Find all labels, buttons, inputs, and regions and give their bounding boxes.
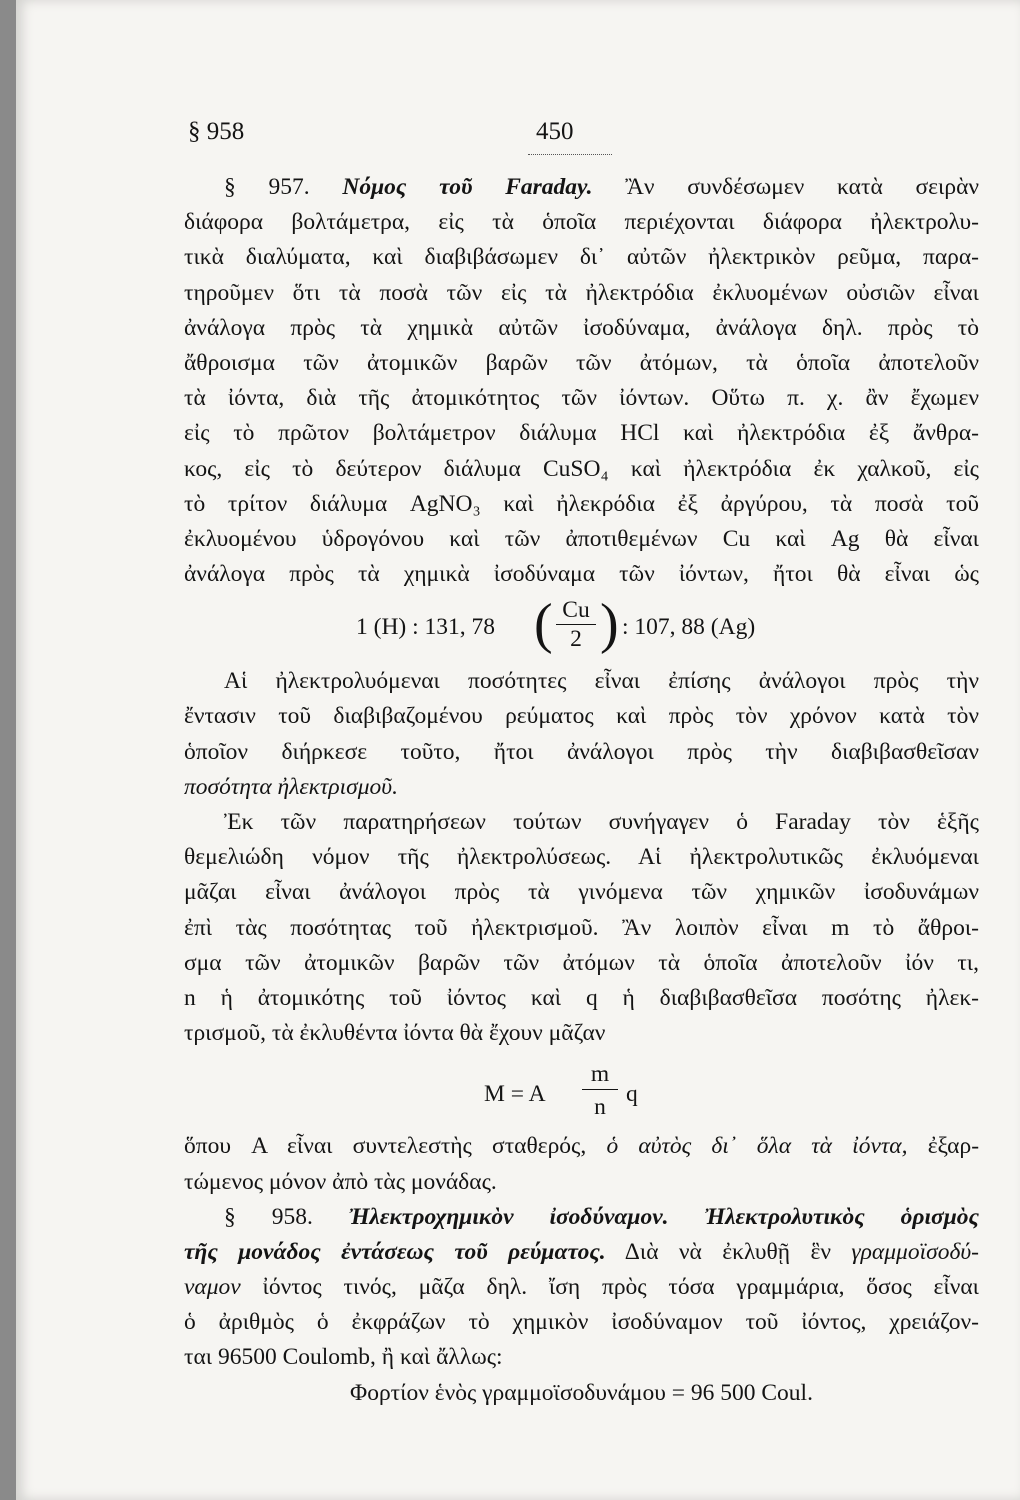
faraday-law-equation [184,1059,979,1125]
text-line: διάφορα βολτάμετρα, εἰς τὰ ὁποῖα περιέχονται διάφορα ἠλεκτρολυ- [184,209,979,236]
equation-right-term: : 107, 88 (Ag) [622,614,756,641]
text-line: Ἐκ τῶν παρατηρήσεων τούτων συνήγαγεν ὁ Faraday τὸν ἑξῆς [224,809,979,835]
close-paren: ) [600,593,619,656]
section-958-number: § 958. [224,1203,313,1230]
italic-fragment: ὁ αὐτὸς δι᾿ ὅλα τὰ ἰόντα, [606,1133,908,1160]
equation-lhs: M = A [484,1081,546,1108]
section-957-title: Νόμος τοῦ Faraday. [342,174,593,200]
text-line: ἐκλυομένου ὑδρογόνου καὶ τῶν ἀποτιθεμένων Cu καὶ Ag θὰ εἶναι [184,525,979,552]
open-paren: ( [534,593,553,656]
text-line [184,1270,979,1305]
text-line: τηροῦμεν ὅτι τὰ ποσὰ τῶν εἰς τὰ ἠλεκτρόδια ἐκλυομένων οὐσιῶν εἶναι [184,279,979,306]
text-line [184,1235,979,1270]
text-line: τὰ ἰόντα, διὰ τῆς ἀτομικότητος τῶν ἰόντων. Οὕτω π. χ. ἂν ἔχωμεν [184,385,979,412]
text-line: ἔντασιν τοῦ διαβιβαζομένου ρεύματος καὶ πρὸς τὸν χρόνον κατὰ τὸν [184,703,979,730]
text-line: σμα τῶν ἀτομικῶν βαρῶν τῶν ἀτόμων τὰ ὁποῖα ἀποτελοῦν ἰόν τι, [184,949,979,976]
italic-term-line: ποσότητα ἠλεκτρισμοῦ. [184,773,398,800]
page-number: 450 [536,118,574,145]
fraction-denominator: n [594,1094,606,1121]
text-fragment: ἐξαρ- [927,1133,980,1160]
page-header [188,118,978,152]
book-page [16,0,1020,1500]
cu-fraction [556,596,596,653]
text-fragment: ἰόντος τινός, μᾶζα δηλ. ἴση πρὸς τόσα γραμμάρια, ὅσος εἶναι [262,1274,979,1301]
text-line: τὸ τρίτον διάλυμα AgNO₃ καὶ ἠλεκρόδια ἐξ ἀργύρου, τὰ ποσὰ τοῦ [184,490,979,517]
equation-rhs: q [626,1081,638,1108]
final-equation: Φορτίον ἑνὸς γραμμοϊσοδυνάμου = 96 500 Coul. [350,1379,813,1406]
section-958-heading-line [184,1200,979,1235]
fraction-numerator: Cu [556,596,596,625]
section-957-heading-line [184,170,979,205]
text-line: τρισμοῦ, τὰ ἐκλυθέντα ἰόντα θὰ ἔχουν μᾶζαν [184,1020,606,1047]
section-957-number: § 957. [224,174,310,200]
text-line: ἀνάλογα πρὸς τὰ χημικὰ αὐτῶν ἰσοδύναμα, ἀνάλογα δηλ. πρὸς τὸ [184,314,979,341]
italic-fragment: ναμον [184,1274,241,1301]
section-958-title: Ἠλεκτροχημικὸν ἰσοδύναμον. Ἠλεκτρολυτικὸς ὁρισμὸς [348,1203,979,1230]
page-number-underline [528,148,612,155]
section-958-title-cont: τῆς μονάδος ἐντάσεως τοῦ ρεύματος. [184,1238,606,1265]
text-line [184,1129,979,1164]
text-line: θεμελιώδη νόμον τῆς ἠλεκτρολύσεως. Αἱ ἠλεκτρολυτικῶς ἐκλυόμεναι [184,844,979,871]
text-line: ἐπὶ τὰς ποσότητας τοῦ ἠλεκτρισμοῦ. Ἂν λοιπὸν εἶναι m τὸ ἄθροι- [184,914,979,941]
text-line: τώμενος μόνον ἀπὸ τὰς μονάδας. [184,1168,497,1195]
italic-fragment: γραμμοϊσοδύ- [851,1238,979,1265]
text-line: ὁποῖον διήρκεσε τοῦτο, ἤτοι ἀνάλογοι πρὸς τὴν διαβιβασθεῖσαν [184,738,979,765]
text-line: μᾶζαι εἶναι ἀνάλογοι πρὸς τὰ γινόμενα τῶν χημικῶν ἰσοδυνάμων [184,879,979,906]
text-line: κος, εἰς τὸ δεύτερον διάλυμα CuSO₄ καὶ ἠλεκτρόδια ἐκ χαλκοῦ, εἰς [184,455,979,482]
text-line: Αἱ ἠλεκτρολυόμεναι ποσότητες εἶναι ἐπίσης ἀνάλογοι πρὸς τὴν [224,668,979,695]
m-over-n-fraction [582,1059,618,1124]
text-line: ἄθροισμα τῶν ἀτομικῶν βαρῶν τῶν ἀτόμων, τὰ ὁποῖα ἀποτελοῦν [184,349,979,376]
text-line: εἰς τὸ πρῶτον βολτάμετρον διάλυμα HCl καὶ ἠλεκτρόδια ἐξ ἄνθρα- [184,420,979,447]
running-section-ref: § 958 [188,118,245,145]
page-body [184,170,979,1411]
text-line: τικὰ διαλύματα, καὶ διαβιβάσωμεν δι᾿ αὐτῶν ἠλεκτρικὸν ρεῦμα, παρα- [184,244,979,271]
fraction-numerator: m [582,1059,618,1090]
equation-left-term: 1 (H) : 131, 78 [356,614,496,641]
equivalence-ratio-equation [184,593,979,656]
fraction-denominator: 2 [570,626,582,653]
text-line: n ἡ ἀτομικότης τοῦ ἰόντος καὶ q ἡ διαβιβασθεῖσα ποσότης ἠλεκ- [184,984,979,1011]
text-fragment: ὅπου A εἶναι συντελεστὴς σταθερός, [184,1133,587,1160]
section-957-first-sentence: Ἂν συνδέσωμεν κατὰ σειρὰν [625,174,980,200]
text-fragment: Διὰ νὰ ἐκλυθῇ ἓν [624,1238,831,1265]
text-line: ται 96500 Coulomb, ἢ καὶ ἄλλως: [184,1344,503,1371]
text-line: ἀνάλογα πρὸς τὰ χημικὰ ἰσοδύναμα τῶν ἰόντων, ἤτοι θὰ εἶναι ὡς [184,561,979,588]
text-line: ὁ ἀριθμὸς ὁ ἐκφράζων τὸ χημικὸν ἰσοδύναμον τοῦ ἰόντος, χρειάζον- [184,1309,979,1336]
